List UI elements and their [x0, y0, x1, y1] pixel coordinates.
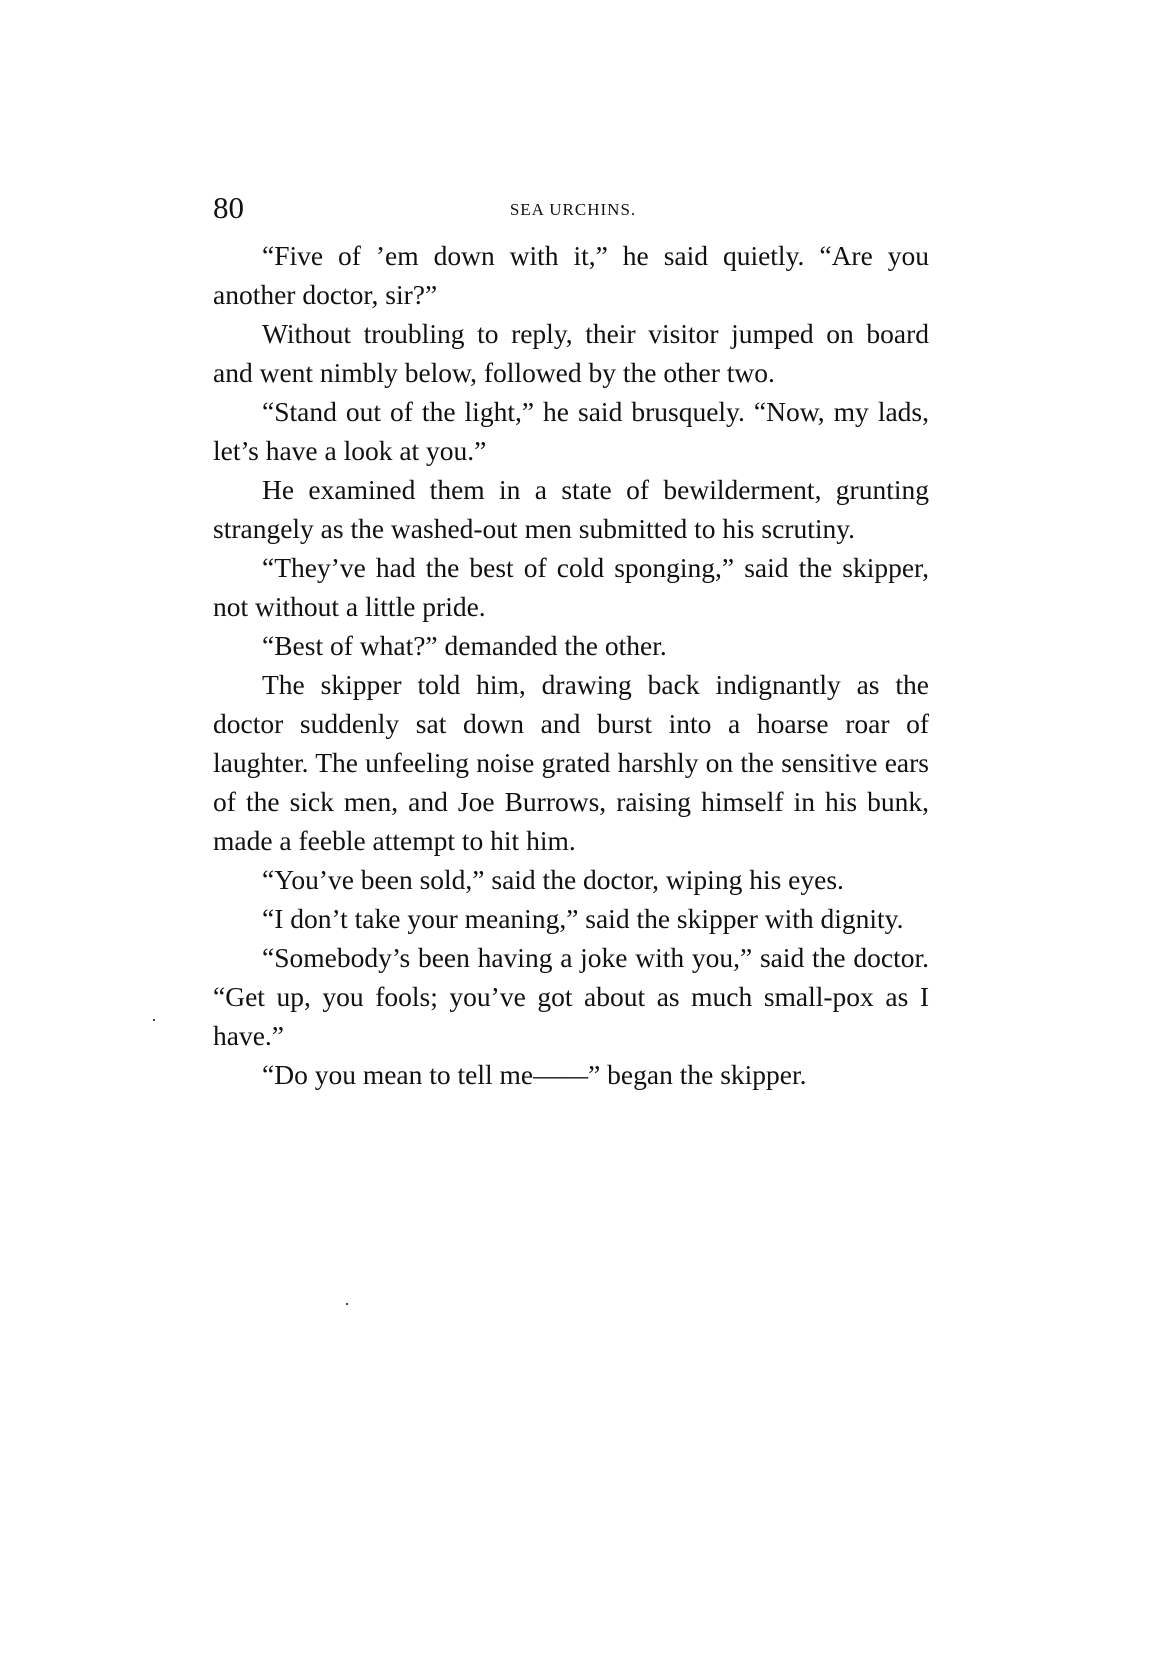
ink-speck: [346, 1303, 348, 1305]
ink-speck: [153, 1019, 155, 1021]
paragraph: “Somebody’s been having a joke with you,” said the doctor. “Get up, you fools; you’ve got about as much small-pox as I have.”: [213, 942, 929, 1051]
paragraph: He examined them in a state of bewilderment, grunting strangely as the washed-out men submitted to his scrutiny.: [213, 474, 929, 544]
paragraph: “Stand out of the light,” he said brusquely. “Now, my lads, let’s have a look at you.”: [213, 396, 929, 466]
paragraph: “Do you mean to tell me——” began the skipper.: [262, 1059, 807, 1090]
running-title: SEA URCHINS.: [509, 200, 637, 219]
text-body: [213, 236, 929, 1094]
paragraph: “Five of ’em down with it,” he said quietly. “Are you another doctor, sir?”: [213, 240, 929, 310]
paragraph: Without troubling to reply, their visitor jumped on board and went nimbly below, followed by the other two.: [213, 318, 929, 388]
running-head: [213, 188, 933, 228]
paragraph: “I don’t take your meaning,” said the skipper with dignity.: [262, 903, 904, 934]
page-number: 80: [213, 190, 244, 225]
paragraph: “You’ve been sold,” said the doctor, wiping his eyes.: [262, 864, 844, 895]
paragraph: The skipper told him, drawing back indignantly as the doctor suddenly sat down and burst into a hoarse roar of laughter. The unfeeling noise grated harshly on the sensitive ears of the sick men, and Joe Burrows, raising himself in his bunk, made a feeble attempt to hit him.: [213, 669, 929, 856]
paragraph: “They’ve had the best of cold sponging,” said the skipper, not without a little pride.: [213, 552, 929, 622]
paragraph: “Best of what?” demanded the other.: [262, 630, 667, 661]
